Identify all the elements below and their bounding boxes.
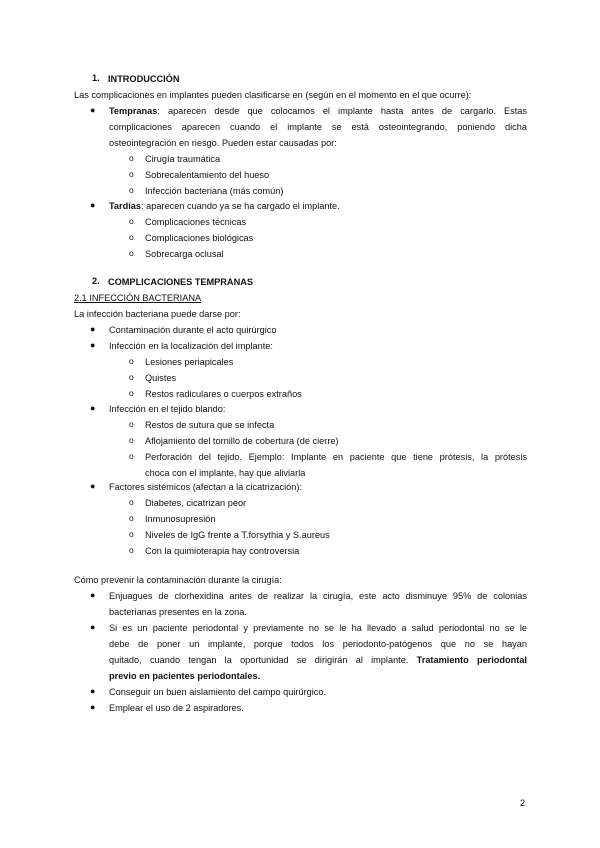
sub-bullet-icon: o xyxy=(129,185,134,195)
sub-bullet-icon: o xyxy=(129,388,134,398)
section-2-title: COMPLICACIONES TEMPRANAS xyxy=(108,277,253,287)
list-item: Infección bacteriana (más común) xyxy=(145,186,284,196)
tardias-text: : aparecen cuando ya se ha cargado el implante. xyxy=(141,201,340,211)
sub-bullet-icon: o xyxy=(129,248,134,258)
prevention-item-2-cont: debe de poner un implante, porque todos los periodonto-patógenos que no se hayan xyxy=(109,639,527,649)
sub-bullet-icon: o xyxy=(129,372,134,382)
list-item: Perforación del tejido. Ejemplo: Implante en paciente que tiene prótesis, la prótesis xyxy=(145,452,527,462)
list-item: Aflojamiento del tornillo de cobertura (de cierre) xyxy=(145,436,339,446)
sub-bullet-icon: o xyxy=(129,497,134,507)
sub-bullet-icon: o xyxy=(129,153,134,163)
section-1-title: INTRODUCCIÓN xyxy=(108,74,180,84)
prevention-item-3: Conseguir un buen aislamiento del campo quirúrgico. xyxy=(109,687,327,697)
bullet-icon: ● xyxy=(90,105,96,115)
prevention-item-2-line-3 xyxy=(109,654,527,666)
bullet-icon: ● xyxy=(90,686,96,696)
section-1-number: 1. xyxy=(92,73,100,83)
section-2-number: 2. xyxy=(92,276,100,286)
prevention-item-1: Enjuagues de clorhexidina antes de realizar la cirugía, este acto disminuye 95% de colonias xyxy=(109,591,527,601)
bullet-tejido-blando: Infección en el tejido blando: xyxy=(109,404,226,414)
list-item: Quistes xyxy=(145,373,177,383)
list-item: Lesiones periapicales xyxy=(145,357,234,367)
tempranas-text-1: : aparecen desde que colocamos el implante hasta antes de cargarlo. Estas xyxy=(157,106,527,116)
bullet-contaminacion: Contaminación durante el acto quirúrgico xyxy=(109,325,277,335)
prevention-item-2-emphasis: Tratamiento periodontal xyxy=(416,655,527,665)
prevention-item-2-text: quitado, cuando tengan la oportunidad se dirigirán al implante. xyxy=(109,655,417,665)
list-item: Sobrecarga oclusal xyxy=(145,249,224,259)
tempranas-term: Tempranas xyxy=(109,106,158,116)
list-item: Restos radiculares o cuerpos extraños xyxy=(145,389,302,399)
sub-bullet-icon: o xyxy=(129,513,134,523)
bullet-icon: ● xyxy=(90,324,96,334)
list-item: Sobrecalentamiento del hueso xyxy=(145,170,270,180)
prevention-item-1-cont: bacterianas presentes en la zona. xyxy=(109,607,247,617)
bullet-icon: ● xyxy=(90,702,96,712)
sub-bullet-icon: o xyxy=(129,356,134,366)
sub-bullet-icon: o xyxy=(129,232,134,242)
prevention-item-4: Emplear el uso de 2 aspiradores. xyxy=(109,703,244,713)
sub-bullet-icon: o xyxy=(129,529,134,539)
list-item: Niveles de IgG frente a T.forsythia y S.aureus xyxy=(145,530,330,540)
list-item: Con la quimioterapia hay controversia xyxy=(145,546,300,556)
list-item-continuation: choca con el implante, hay que aliviarla xyxy=(145,468,306,478)
bullet-icon: ● xyxy=(90,590,96,600)
list-item: Cirugía traumática xyxy=(145,154,221,164)
prevention-item-2: Si es un paciente periodontal y previamente no se le ha llevado a salud periodontal no se le xyxy=(109,623,527,633)
bullet-icon: ● xyxy=(90,622,96,632)
list-item: Complicaciones técnicas xyxy=(145,217,247,227)
tempranas-line-1 xyxy=(109,105,527,117)
list-item: Inmunosupresión xyxy=(145,514,216,524)
bullet-icon: ● xyxy=(90,340,96,350)
tardias-line xyxy=(109,200,340,212)
bullet-localizacion: Infección en la localización del implante: xyxy=(109,341,273,351)
bullet-factores: Factores sistémicos (afectan a la cicatrización): xyxy=(109,482,303,492)
tempranas-line-2: complicaciones aparecen cuando el implante se está osteointegrando, poniendo dicha xyxy=(109,122,527,132)
subsection-title: 2.1 INFECCIÓN BACTERIANA xyxy=(74,293,202,303)
tempranas-line-3: osteointegración en riesgo. Pueden estar causadas por: xyxy=(109,138,337,148)
list-item: Diabetes, cicatrizan peor xyxy=(145,498,247,508)
list-item: Restos de sutura que se infecta xyxy=(145,420,275,430)
tardias-term: Tardías xyxy=(109,201,141,211)
sub-bullet-icon: o xyxy=(129,545,134,555)
page-number: 2 xyxy=(520,798,526,808)
bullet-icon: ● xyxy=(90,481,96,491)
list-item: Complicaciones biológicas xyxy=(145,233,254,243)
prevention-intro: Cómo prevenir la contaminación durante la cirugía: xyxy=(74,575,282,585)
section-2-intro: La infección bacteriana puede darse por: xyxy=(74,309,241,319)
bullet-icon: ● xyxy=(90,403,96,413)
sub-bullet-icon: o xyxy=(129,216,134,226)
sub-bullet-icon: o xyxy=(129,169,134,179)
section-1-intro: Las complicaciones en implantes pueden clasificarse en (según en el momento en el que ocurre): xyxy=(74,90,472,100)
sub-bullet-icon: o xyxy=(129,419,134,429)
sub-bullet-icon: o xyxy=(129,435,134,445)
sub-bullet-icon: o xyxy=(129,451,134,461)
prevention-item-2-emphasis-cont: previo en pacientes periodontales. xyxy=(109,671,261,681)
bullet-icon: ● xyxy=(90,200,96,210)
